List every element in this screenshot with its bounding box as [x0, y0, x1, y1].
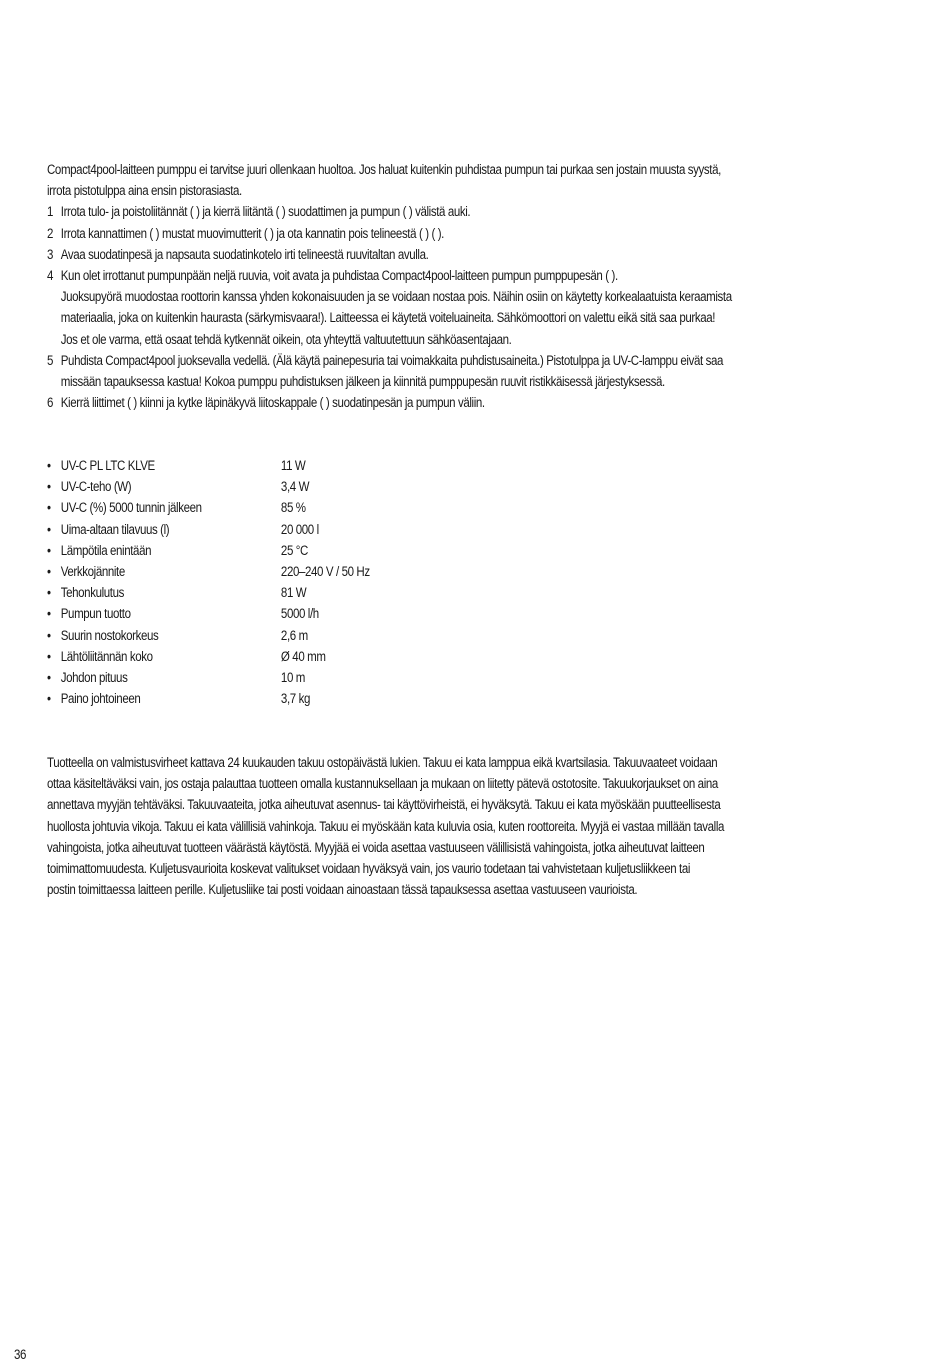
- step-number: 1: [47, 204, 54, 220]
- spec-row: [47, 603, 477, 624]
- spec-value: 20 000 l: [280, 521, 319, 537]
- spec-row: [47, 455, 477, 476]
- specifications-list: [47, 455, 477, 709]
- spec-row: [47, 646, 477, 667]
- spec-row: [47, 497, 477, 518]
- maintenance-section: [47, 159, 941, 413]
- page-number: 36: [14, 1347, 27, 1362]
- spec-row: [47, 582, 477, 603]
- step-text: Kun olet irrottanut pumpunpään neljä ruuvia, voit avata ja puhdistaa Compact4pool-laitteen pumpun pumppupesän ( ).: [60, 267, 618, 283]
- warranty-section: [47, 752, 941, 900]
- step-number: 5: [47, 352, 54, 368]
- spec-row: [47, 625, 477, 646]
- spec-label: UV-C PL LTC KLVE: [60, 458, 155, 473]
- bullet-icon: •: [47, 669, 51, 685]
- step-text: Jos et ole varma, että osaat tehdä kytkennät oikein, ota yhteyttä valtuutettuun sähköasentajaan.: [60, 331, 512, 347]
- step-item: [47, 244, 941, 265]
- bullet-icon: •: [47, 542, 51, 558]
- spec-row: [47, 476, 477, 497]
- step-text: Irrota kannattimen ( ) mustat muovimutterit ( ) ja ota kannatin pois telineestä ( ) ( ).: [60, 225, 444, 241]
- step-number: 3: [47, 246, 54, 262]
- bullet-icon: •: [47, 500, 51, 516]
- spec-value: 5000 l/h: [280, 606, 319, 622]
- bullet-icon: •: [47, 648, 51, 664]
- spec-value: 2,6 m: [280, 627, 308, 643]
- spec-label: UV-C (%) 5000 tunnin jälkeen: [60, 500, 202, 516]
- warranty-line: Tuotteella on valmistusvirheet kattava 24 kuukauden takuu ostopäivästä lukien. Takuu ei kata lamppua eikä kvartsilasia. Takuuvaateet voidaan: [47, 755, 718, 770]
- warranty-line: ottaa käsiteltäväksi vain, jos ostaja palauttaa tuotteen omalla kustannuksellaan ja mukaan on liitetty pätevä ostotosite. Takuukorjaukset on aina: [47, 776, 718, 792]
- step-item: [47, 223, 941, 244]
- step-text: materiaalia, joka on kuitenkin haurasta (särkymisvaara!). Laitteessa ei käytetä voiteluaineita. Sähkömoottori on valettu eikä sitä saa purkaa!: [60, 310, 716, 326]
- spec-label: UV-C-teho (W): [60, 479, 132, 495]
- spec-label: Verkkojännite: [60, 563, 125, 579]
- spec-label: Tehonkulutus: [60, 585, 124, 601]
- spec-value: 11 W: [280, 458, 306, 473]
- warranty-line: toimimattomuudesta. Kuljetusvaurioita koskevat valitukset voidaan hyväksyä vain, jos vaurio todetaan tai vahvistetaan kuljetusliikkeen tai: [47, 860, 691, 876]
- spec-label: Pumpun tuotto: [60, 606, 131, 622]
- step-item: [47, 201, 941, 222]
- step-continuation: [47, 307, 941, 328]
- spec-value: Ø 40 mm: [280, 648, 326, 664]
- step-item: [47, 265, 941, 286]
- warranty-line: huollosta johtuvia vikoja. Takuu ei kata välillisiä vahinkoja. Takuu ei myöskään kata kuluvia osia, kuten roottoreita. Myyjä ei vastaa millään tavalla: [47, 818, 725, 834]
- bullet-icon: •: [47, 606, 51, 622]
- spec-label: Uima-altaan tilavuus (l): [60, 521, 170, 537]
- bullet-icon: •: [47, 627, 51, 643]
- spec-row: [47, 519, 477, 540]
- step-item: [47, 392, 941, 413]
- spec-value: 25 °C: [280, 542, 308, 558]
- step-number: 4: [47, 267, 54, 283]
- spec-label: Suurin nostokorkeus: [60, 627, 159, 643]
- step-continuation: [47, 286, 941, 307]
- step-text: Avaa suodatinpesä ja napsauta suodatinkotelo irti telineestä ruuvitaltan avulla.: [60, 246, 429, 262]
- step-item: [47, 350, 941, 371]
- spec-value: 10 m: [280, 669, 305, 685]
- step-continuation: [47, 371, 941, 392]
- step-text: Kierrä liittimet ( ) kiinni ja kytke läpinäkyvä liitoskappale ( ) suodatinpesän ja pumpun väliin.: [60, 395, 485, 411]
- bullet-icon: •: [47, 521, 51, 537]
- spec-value: 3,7 kg: [280, 691, 310, 707]
- warranty-line: annettava myyjän tehtäväksi. Takuuvaateita, jotka aiheutuvat asennus- tai käyttövirheistä, ei hyväksytä. Takuu ei kata myöskään puutteellisesta: [47, 797, 721, 813]
- spec-row: [47, 667, 477, 688]
- spec-row: [47, 561, 477, 582]
- bullet-icon: •: [47, 563, 51, 579]
- step-number: 2: [47, 225, 54, 241]
- step-text: missään tapauksessa kastua! Kokoa pumppu puhdistuksen jälkeen ja kiinnitä pumppupesän ruuvit ristikkäisessä järjestyksessä.: [60, 373, 665, 389]
- spec-row: [47, 540, 477, 561]
- spec-value: 81 W: [280, 585, 307, 601]
- spec-value: 3,4 W: [280, 479, 310, 495]
- spec-label: Johdon pituus: [60, 669, 128, 685]
- spec-label: Lämpötila enintään: [60, 542, 152, 558]
- bullet-icon: •: [47, 691, 51, 707]
- step-text: Irrota tulo- ja poistoliitännät ( ) ja kierrä liitäntä ( ) suodattimen ja pumpun ( ) välistä auki.: [60, 204, 471, 220]
- spec-label: Lähtöliitännän koko: [60, 648, 153, 664]
- bullet-icon: •: [47, 458, 51, 473]
- spec-value: 85 %: [280, 500, 306, 516]
- warranty-line: postin toimittaessa laitteen perille. Kuljetusliike tai posti voidaan ainoastaan tässä tapauksessa asettaa vastuuseen vaurioista.: [47, 882, 638, 898]
- warranty-line: vahingoista, jotka aiheutuvat tuotteen väärästä käytöstä. Myyjää ei voida asettaa vastuuseen välillisistä vahingoista, jotka aiheutuvat laitteen: [47, 839, 705, 855]
- step-text: Puhdista Compact4pool juoksevalla vedellä. (Älä käytä painepesuria tai voimakkaita puhdistusaineita.) Pistotulppa ja UV-C-lamppu eivät saa: [60, 352, 724, 368]
- step-text: Juoksupyörä muodostaa roottorin kanssa yhden kokonaisuuden ja se voidaan nostaa pois. Näihin osiin on käytetty korkealaatuista keraamista: [60, 289, 732, 305]
- spec-label: Paino johtoineen: [60, 691, 141, 707]
- intro-line: irrota pistotulppa aina ensin pistorasiasta.: [47, 183, 242, 199]
- spec-row: [47, 688, 477, 709]
- spec-value: 220–240 V / 50 Hz: [280, 563, 370, 579]
- step-continuation: [47, 329, 941, 350]
- bullet-icon: •: [47, 479, 51, 495]
- bullet-icon: •: [47, 585, 51, 601]
- intro-line: Compact4pool-laitteen pumppu ei tarvitse juuri ollenkaan huoltoa. Jos haluat kuitenkin puhdistaa pumpun tai purkaa sen jostain muusta syystä,: [47, 162, 721, 177]
- step-number: 6: [47, 395, 54, 411]
